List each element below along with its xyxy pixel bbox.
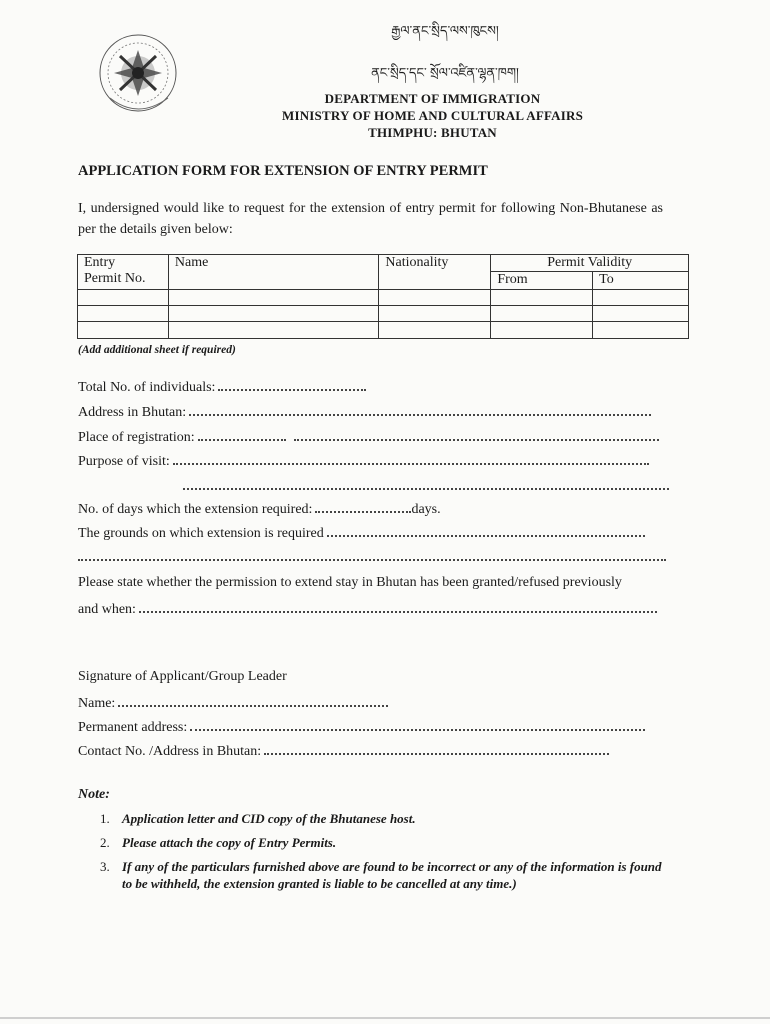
header-from: From [491,272,593,290]
from-cell[interactable] [491,322,593,339]
header-name: Name [168,255,379,290]
additional-sheet-note: (Add additional sheet if required) [78,344,236,356]
permission-when-blank[interactable] [139,599,657,613]
royal-emblem-seal [80,28,200,123]
name-field: Name: [78,693,388,712]
grounds-blank-2[interactable] [78,547,666,561]
entry-permit-cell[interactable] [78,322,169,339]
header-to: To [593,272,689,290]
note-item: 3. If any of the particulars furnished above are found to be incorrect or any of the information is found to be withheld, the extension granted is liable to be cancelled at any time.) [100,859,662,891]
location-line: THIMPHU: BHUTAN [368,125,497,140]
place-of-registration-blank-1[interactable] [198,427,286,441]
contact-field: Contact No. /Address in Bhutan: [78,741,609,760]
grounds-field: The grounds on which extension is required [78,523,645,542]
purpose-blank-2[interactable] [183,476,669,490]
address-field: Address in Bhutan: [78,402,651,421]
form-title: APPLICATION FORM FOR EXTENSION OF ENTRY PERMIT [78,163,488,179]
name-cell[interactable] [168,306,379,322]
days-required-blank[interactable] [315,499,411,513]
dzongkha-header-line-2: ནང་སྲིད་དང་ སྲོལ་འཛིན་ལྷན་ཁག། [371,65,519,80]
to-cell[interactable] [593,322,689,339]
intro-paragraph: I, undersigned would like to request for the extension of entry permit for following Non-Bhutanese as per the details given below: [78,201,663,237]
table-row [78,290,689,306]
page-edge-divider [0,1017,770,1019]
name-blank[interactable] [118,693,388,707]
place-of-registration-blank-2[interactable] [294,427,659,441]
purpose-field: Purpose of visit: [78,451,649,470]
from-cell[interactable] [491,306,593,322]
permanent-address-blank[interactable] [190,717,645,731]
note-label: Note: [78,787,110,802]
purpose-blank[interactable] [173,451,649,465]
to-cell[interactable] [593,290,689,306]
department-name: DEPARTMENT OF IMMIGRATION [324,91,541,106]
from-cell[interactable] [491,290,593,306]
ministry-name: MINISTRY OF HOME AND CULTURAL AFFAIRS [281,108,584,123]
permission-when-field: and when: [78,599,657,618]
entry-permit-cell[interactable] [78,290,169,306]
days-required-field: No. of days which the extension required: days. [78,499,441,518]
grounds-continuation [78,547,666,566]
name-cell[interactable] [168,322,379,339]
nationality-cell[interactable] [379,322,491,339]
permit-details-table [77,254,689,339]
table-row [78,322,689,339]
note-item: 2. Please attach the copy of Entry Permits. [100,835,337,850]
dzongkha-header-line-1: རྒྱལ་ནང་སྲིད་ལས་ཁུངས། [391,23,499,38]
signature-label: Signature of Applicant/Group Leader [78,669,287,684]
grounds-blank[interactable] [327,523,645,537]
nationality-cell[interactable] [379,290,491,306]
contact-blank[interactable] [264,741,609,755]
header-permit-validity: Permit Validity [491,255,689,272]
note-item: 1. Application letter and CID copy of the Bhutanese host. [100,811,416,826]
header-nationality: Nationality [379,255,491,290]
total-individuals-blank[interactable] [218,377,366,391]
table-row [78,306,689,322]
place-of-registration-field: Place of registration: [78,427,659,446]
to-cell[interactable] [593,306,689,322]
entry-permit-cell[interactable] [78,306,169,322]
permission-question: Please state whether the permission to extend stay in Bhutan has been granted/refused previously [78,575,622,590]
purpose-continuation [180,476,669,495]
nationality-cell[interactable] [379,306,491,322]
header-entry-permit: Entry Permit No. [78,255,169,290]
permanent-address-field: Permanent address: [78,717,645,736]
name-cell[interactable] [168,290,379,306]
address-blank[interactable] [189,402,651,416]
total-individuals-field: Total No. of individuals: [78,377,366,396]
